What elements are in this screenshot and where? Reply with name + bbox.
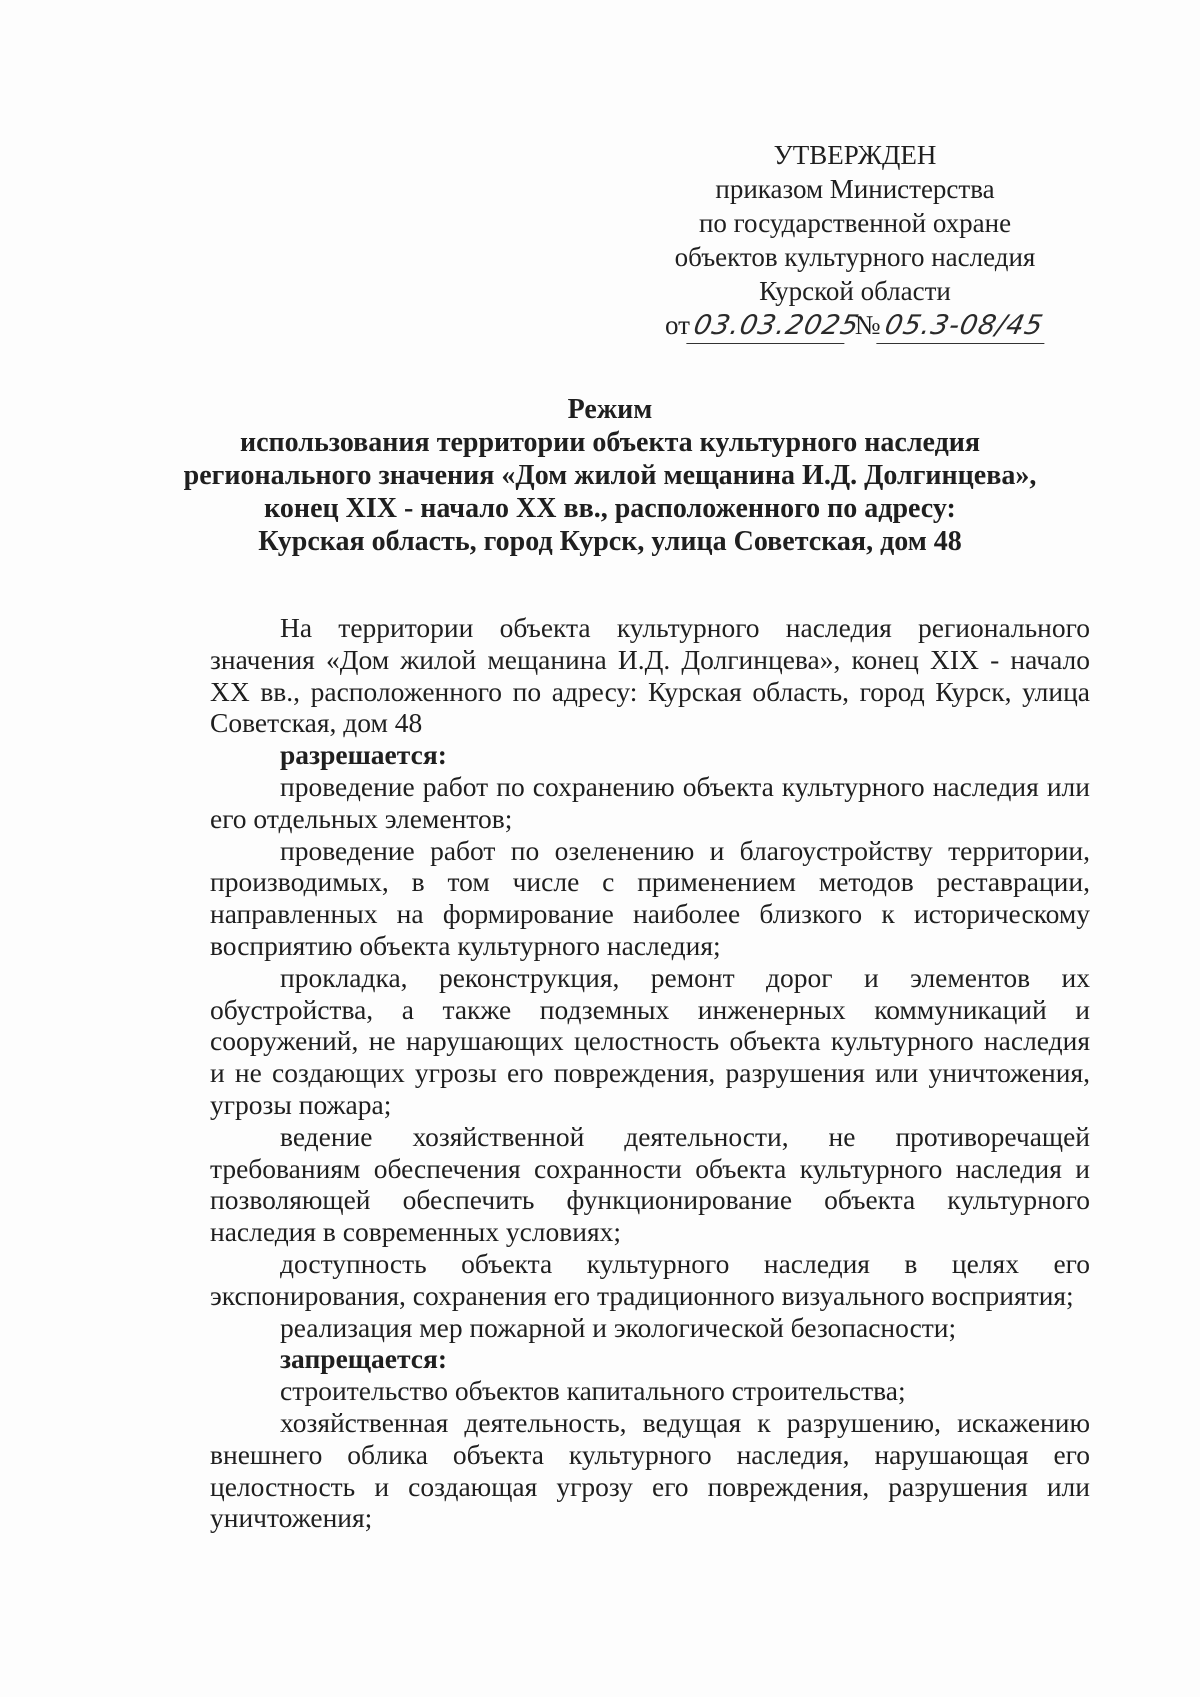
approval-line: по государственной охране <box>698 208 1012 238</box>
approval-block <box>640 138 1070 344</box>
forbidden-item: хозяйственная деятельность, ведущая к разрушению, искажению внешнего облика объекта культурного наследия, нарушающая его целостность и создающая угрозу его повреждения, разрушения или уничтожения; <box>210 1406 1090 1534</box>
allowed-item: реализация мер пожарной и экологической безопасности; <box>280 1311 957 1343</box>
document-body <box>210 612 1090 1534</box>
forbidden-item: строительство объектов капитального строительства; <box>280 1375 906 1407</box>
allowed-item: проведение работ по озеленению и благоустройству территории, производимых, в том числе с применением методов реставрации, направленных на формирование наиболее близкого к историческому восприятию объекта культурного наследия; <box>210 834 1090 961</box>
allowed-item: доступность объекта культурного наследия в целях его экспонирования, сохранения его традиционного визуального восприятия; <box>210 1247 1090 1311</box>
order-date-line <box>665 308 1070 344</box>
intro-paragraph: На территории объекта культурного наследия регионального значения «Дом жилой мещанина И.Д. Долгинцева», конец XIX - начало XX вв., расположенного по адресу: Курская область, город Курск, улица Советская, дом 48 <box>210 612 1090 739</box>
order-number: 05.3-08/45 <box>877 309 1052 344</box>
allowed-item: проведение работ по сохранению объекта культурного наследия или его отдельных элементов; <box>210 770 1090 834</box>
title-line: Режим <box>567 394 653 425</box>
approval-line: Курской области <box>759 276 951 306</box>
title-line: конец XIX - начало XX вв., расположенного по адресу: <box>264 493 956 524</box>
from-label: от <box>665 310 690 340</box>
title-line: использования территории объекта культурного наследия <box>239 427 981 458</box>
approval-line: приказом Министерства <box>715 174 995 204</box>
allowed-item: прокладка, реконструкция, ремонт дорог и элементов их обустройства, а также подземных инженерных коммуникаций и сооружений, не нарушающих целостность объекта культурного наследия и не создающих угрозы его повреждения, разрушения или уничтожения, угрозы пожара; <box>210 961 1090 1120</box>
order-date: 03.03.2025 <box>686 309 851 344</box>
document-title <box>150 393 1070 558</box>
allowed-item: ведение хозяйственной деятельности, не противоречащей требованиям обеспечения сохранности объекта культурного наследия и позволяющей обеспечить функционирование объекта культурного наследия в современных условиях; <box>210 1120 1090 1248</box>
forbidden-label: запрещается: <box>280 1343 448 1375</box>
title-line: регионального значения «Дом жилой мещанина И.Д. Долгинцева», <box>183 460 1037 491</box>
number-label: № <box>854 310 881 340</box>
approval-line: объектов культурного наследия <box>674 242 1036 272</box>
approval-heading: УТВЕРЖДЕН <box>773 140 937 170</box>
allowed-label: разрешается: <box>280 739 447 771</box>
title-line: Курская область, город Курск, улица Советская, дом 48 <box>258 526 962 557</box>
